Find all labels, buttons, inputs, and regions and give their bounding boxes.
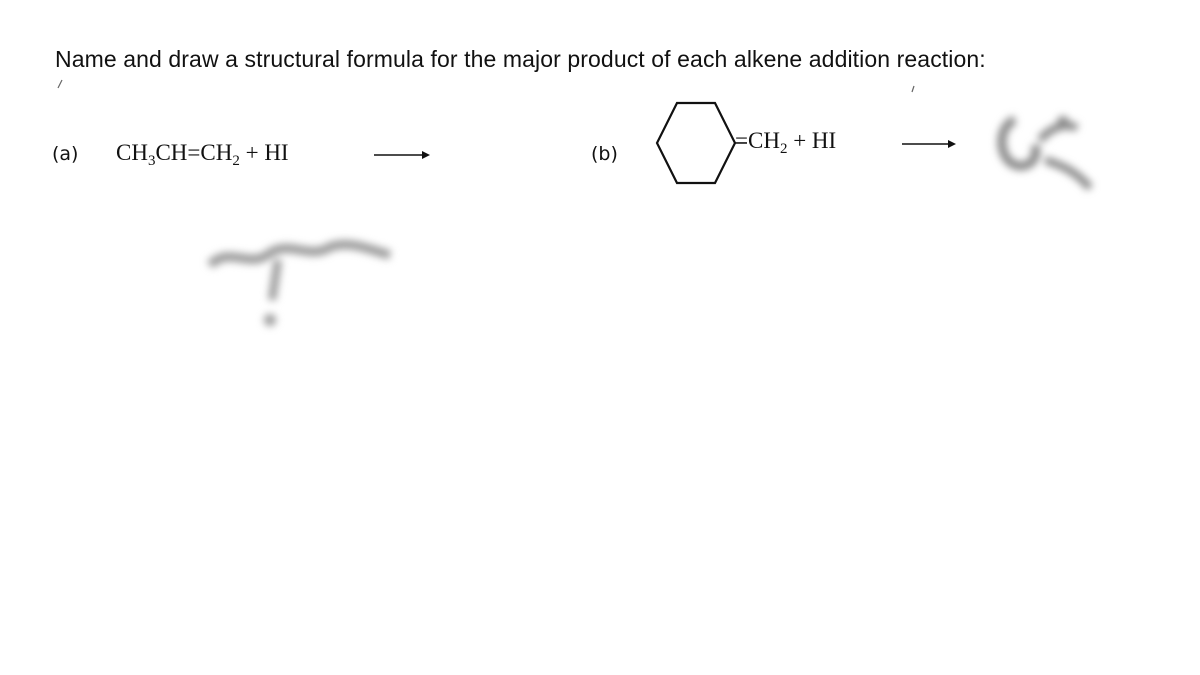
part-a-sub2: 2 bbox=[232, 153, 240, 169]
part-b-formula bbox=[735, 128, 837, 157]
part-a-label: (a) bbox=[52, 143, 79, 165]
part-a-formula bbox=[116, 140, 289, 169]
blurred-sketch-answer-b bbox=[985, 100, 1105, 210]
part-b-sub2: 2 bbox=[779, 141, 788, 157]
blurred-sketch-answer-a bbox=[200, 225, 400, 345]
part-b-reaction-arrow bbox=[900, 134, 960, 154]
part-b-double-bond: = bbox=[735, 128, 748, 153]
question-prompt: Name and draw a structural formula for the major product of each alkene addition reaction: bbox=[55, 46, 986, 72]
part-a-ch2: CH bbox=[200, 140, 233, 165]
part-a-double-bond: = bbox=[187, 140, 201, 165]
cyclohexane-ring-structure bbox=[637, 98, 747, 198]
part-a-ch-middle: CH bbox=[155, 140, 188, 165]
part-a-ch: CH bbox=[116, 140, 148, 165]
part-a-reagent: + HI bbox=[239, 140, 289, 165]
part-a-reaction-arrow bbox=[372, 145, 432, 165]
part-b-ch2: CH bbox=[747, 128, 780, 153]
part-b-reagent: + HI bbox=[787, 128, 837, 153]
part-a-sub3: 3 bbox=[147, 153, 156, 169]
part-b-label: (b) bbox=[591, 143, 618, 165]
